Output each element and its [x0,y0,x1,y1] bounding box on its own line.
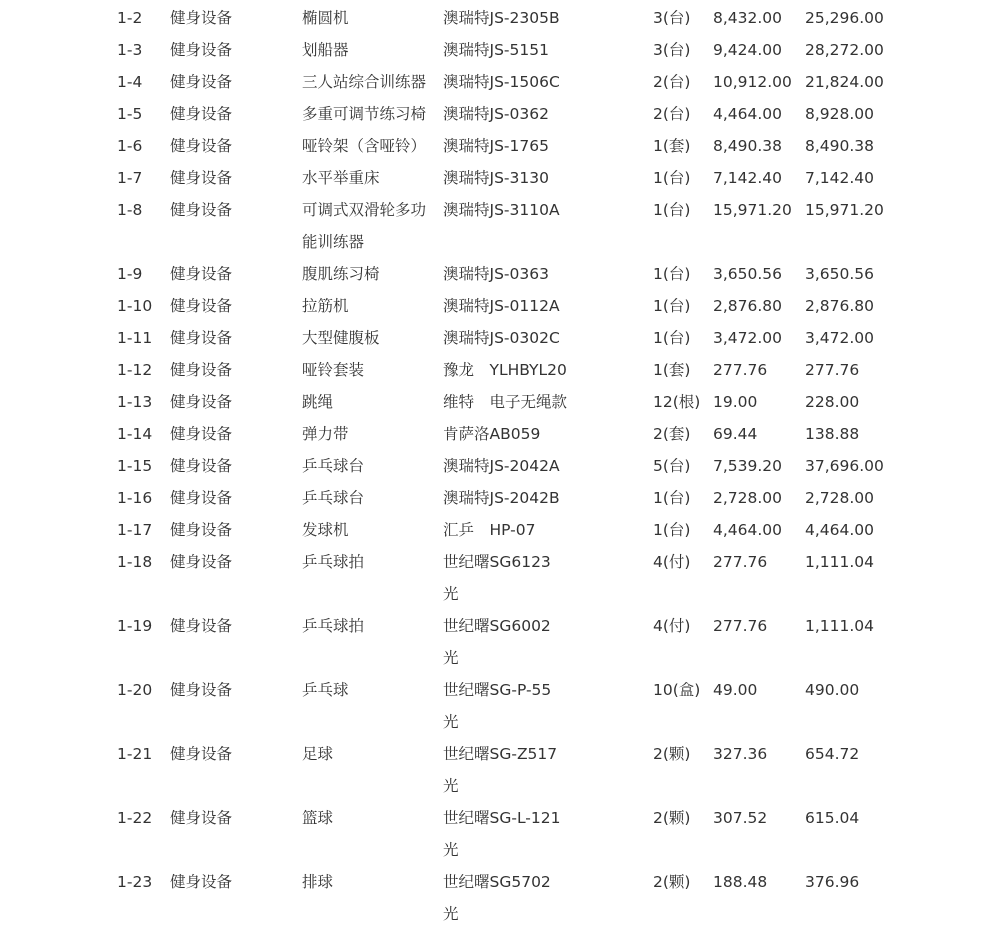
item-total: 25,296.00 [805,9,884,27]
item-quantity: 2(颗) [653,873,691,891]
item-total: 3,472.00 [805,329,875,347]
item-total: 277.76 [805,361,860,379]
table-row [0,514,997,546]
item-total: 8,490.38 [805,137,875,155]
item-total: 654.72 [805,745,860,763]
item-model: 世纪曙SG6123 [443,553,551,571]
item-model: 世纪曙SG-Z517 [443,745,558,763]
item-number: 1-18 [117,553,153,571]
item-name: 哑铃架（含哑铃） [302,137,427,155]
table-row [0,66,997,98]
item-category: 健身设备 [170,265,233,283]
table-row [0,866,997,930]
item-name: 多重可调节练习椅 [302,105,427,123]
item-quantity: 3(台) [653,41,691,59]
item-name: 发球机 [302,521,349,539]
item-quantity: 1(台) [653,329,691,347]
item-total: 138.88 [805,425,860,443]
table-row [0,482,997,514]
item-model: 光 [443,585,459,603]
item-quantity: 1(台) [653,201,691,219]
item-unit-price: 7,539.20 [713,457,783,475]
item-category: 健身设备 [170,393,233,411]
item-name: 乒乓球 [302,681,349,699]
item-category: 健身设备 [170,361,233,379]
item-quantity: 1(台) [653,489,691,507]
item-total: 376.96 [805,873,860,891]
item-total: 228.00 [805,393,860,411]
item-model: 光 [443,841,459,859]
item-model: 澳瑞特JS-5151 [443,41,549,59]
item-number: 1-5 [117,105,143,123]
item-total: 7,142.40 [805,169,875,187]
item-category: 健身设备 [170,105,233,123]
item-name: 水平举重床 [302,169,380,187]
item-name: 乒乓球拍 [302,553,365,571]
item-category: 健身设备 [170,681,233,699]
item-model: 汇乒 HP-07 [443,521,536,539]
item-total: 2,728.00 [805,489,875,507]
item-unit-price: 277.76 [713,617,768,635]
item-total: 615.04 [805,809,860,827]
item-number: 1-22 [117,809,153,827]
table-row [0,546,997,610]
item-unit-price: 9,424.00 [713,41,783,59]
item-model: 光 [443,713,459,731]
item-model: 澳瑞特JS-2042B [443,489,560,507]
item-name: 乒乓球台 [302,489,365,507]
item-category: 健身设备 [170,329,233,347]
item-unit-price: 7,142.40 [713,169,783,187]
item-unit-price: 8,432.00 [713,9,783,27]
item-quantity: 1(套) [653,137,691,155]
item-category: 健身设备 [170,297,233,315]
item-quantity: 10(盒) [653,681,701,699]
item-unit-price: 2,728.00 [713,489,783,507]
item-number: 1-13 [117,393,153,411]
table-row [0,674,997,738]
item-total: 1,111.04 [805,553,875,571]
item-total: 490.00 [805,681,860,699]
item-unit-price: 307.52 [713,809,768,827]
table-row [0,98,997,130]
item-category: 健身设备 [170,425,233,443]
item-unit-price: 4,464.00 [713,521,783,539]
item-model: 澳瑞特JS-0363 [443,265,549,283]
item-unit-price: 3,650.56 [713,265,783,283]
table-row [0,2,997,34]
item-name: 能训练器 [302,233,365,251]
item-unit-price: 277.76 [713,361,768,379]
item-name: 大型健腹板 [302,329,380,347]
table-row [0,322,997,354]
item-name: 划船器 [302,41,349,59]
item-unit-price: 10,912.00 [713,73,792,91]
item-name: 弹力带 [302,425,349,443]
item-model: 肯萨洛AB059 [443,425,541,443]
item-quantity: 2(颗) [653,809,691,827]
item-name: 乒乓球台 [302,457,365,475]
item-model: 澳瑞特JS-2042A [443,457,560,475]
item-quantity: 5(台) [653,457,691,475]
item-name: 足球 [302,745,334,763]
item-number: 1-3 [117,41,143,59]
item-name: 腹肌练习椅 [302,265,380,283]
item-quantity: 1(台) [653,297,691,315]
item-quantity: 4(付) [653,617,691,635]
item-name: 三人站综合训练器 [302,73,427,91]
item-unit-price: 49.00 [713,681,758,699]
item-quantity: 2(台) [653,105,691,123]
table-row [0,290,997,322]
item-number: 1-11 [117,329,153,347]
item-model: 澳瑞特JS-0302C [443,329,560,347]
item-category: 健身设备 [170,521,233,539]
item-category: 健身设备 [170,201,233,219]
item-model: 维特 电子无绳款 [443,393,568,411]
item-category: 健身设备 [170,617,233,635]
item-number: 1-12 [117,361,153,379]
table-row [0,738,997,802]
table-row [0,130,997,162]
item-category: 健身设备 [170,809,233,827]
item-quantity: 1(台) [653,265,691,283]
equipment-list [0,2,997,930]
item-unit-price: 3,472.00 [713,329,783,347]
item-unit-price: 188.48 [713,873,768,891]
item-total: 37,696.00 [805,457,884,475]
item-model: 光 [443,777,459,795]
item-category: 健身设备 [170,553,233,571]
item-number: 1-21 [117,745,153,763]
item-number: 1-15 [117,457,153,475]
item-total: 8,928.00 [805,105,875,123]
item-model: 光 [443,649,459,667]
item-total: 15,971.20 [805,201,884,219]
item-model: 澳瑞特JS-3110A [443,201,560,219]
item-number: 1-14 [117,425,153,443]
item-category: 健身设备 [170,169,233,187]
table-row [0,450,997,482]
item-quantity: 3(台) [653,9,691,27]
item-category: 健身设备 [170,9,233,27]
item-model: 世纪曙SG5702 [443,873,551,891]
item-number: 1-6 [117,137,143,155]
item-category: 健身设备 [170,137,233,155]
item-quantity: 4(付) [653,553,691,571]
item-model: 澳瑞特JS-3130 [443,169,549,187]
item-model: 澳瑞特JS-2305B [443,9,560,27]
item-number: 1-7 [117,169,143,187]
item-category: 健身设备 [170,745,233,763]
item-number: 1-19 [117,617,153,635]
item-category: 健身设备 [170,457,233,475]
item-name: 拉筋机 [302,297,349,315]
item-total: 3,650.56 [805,265,875,283]
item-category: 健身设备 [170,73,233,91]
item-unit-price: 327.36 [713,745,768,763]
item-model: 豫龙 YLHBYL20 [443,361,567,379]
item-quantity: 2(颗) [653,745,691,763]
item-model: 澳瑞特JS-0112A [443,297,560,315]
item-total: 1,111.04 [805,617,875,635]
item-name: 篮球 [302,809,334,827]
item-name: 跳绳 [302,393,334,411]
item-model: 世纪曙SG6002 [443,617,551,635]
item-number: 1-20 [117,681,153,699]
table-row [0,34,997,66]
item-number: 1-4 [117,73,143,91]
item-quantity: 1(台) [653,169,691,187]
item-model: 世纪曙SG-P-55 [443,681,552,699]
item-unit-price: 2,876.80 [713,297,783,315]
item-model: 世纪曙SG-L-121 [443,809,561,827]
item-category: 健身设备 [170,873,233,891]
item-quantity: 2(套) [653,425,691,443]
item-total: 4,464.00 [805,521,875,539]
item-unit-price: 15,971.20 [713,201,792,219]
item-unit-price: 69.44 [713,425,758,443]
item-quantity: 1(套) [653,361,691,379]
item-quantity: 2(台) [653,73,691,91]
item-model: 澳瑞特JS-0362 [443,105,549,123]
item-name: 排球 [302,873,334,891]
item-total: 2,876.80 [805,297,875,315]
item-quantity: 1(台) [653,521,691,539]
item-total: 21,824.00 [805,73,884,91]
item-number: 1-2 [117,9,143,27]
item-number: 1-10 [117,297,153,315]
table-row [0,610,997,674]
item-name: 乒乓球拍 [302,617,365,635]
item-number: 1-17 [117,521,153,539]
item-total: 28,272.00 [805,41,884,59]
item-quantity: 12(根) [653,393,701,411]
table-row [0,802,997,866]
item-model: 澳瑞特JS-1506C [443,73,560,91]
item-unit-price: 8,490.38 [713,137,783,155]
table-row [0,162,997,194]
item-name: 哑铃套装 [302,361,365,379]
item-number: 1-9 [117,265,143,283]
item-name: 椭圆机 [302,9,349,27]
item-unit-price: 4,464.00 [713,105,783,123]
item-model: 澳瑞特JS-1765 [443,137,549,155]
item-unit-price: 277.76 [713,553,768,571]
item-category: 健身设备 [170,489,233,507]
table-row [0,194,997,258]
item-number: 1-8 [117,201,143,219]
item-name: 可调式双滑轮多功 [302,201,427,219]
item-category: 健身设备 [170,41,233,59]
item-number: 1-16 [117,489,153,507]
table-row [0,354,997,386]
table-row [0,418,997,450]
item-number: 1-23 [117,873,153,891]
item-unit-price: 19.00 [713,393,758,411]
table-row [0,258,997,290]
item-model: 光 [443,905,459,923]
table-row [0,386,997,418]
